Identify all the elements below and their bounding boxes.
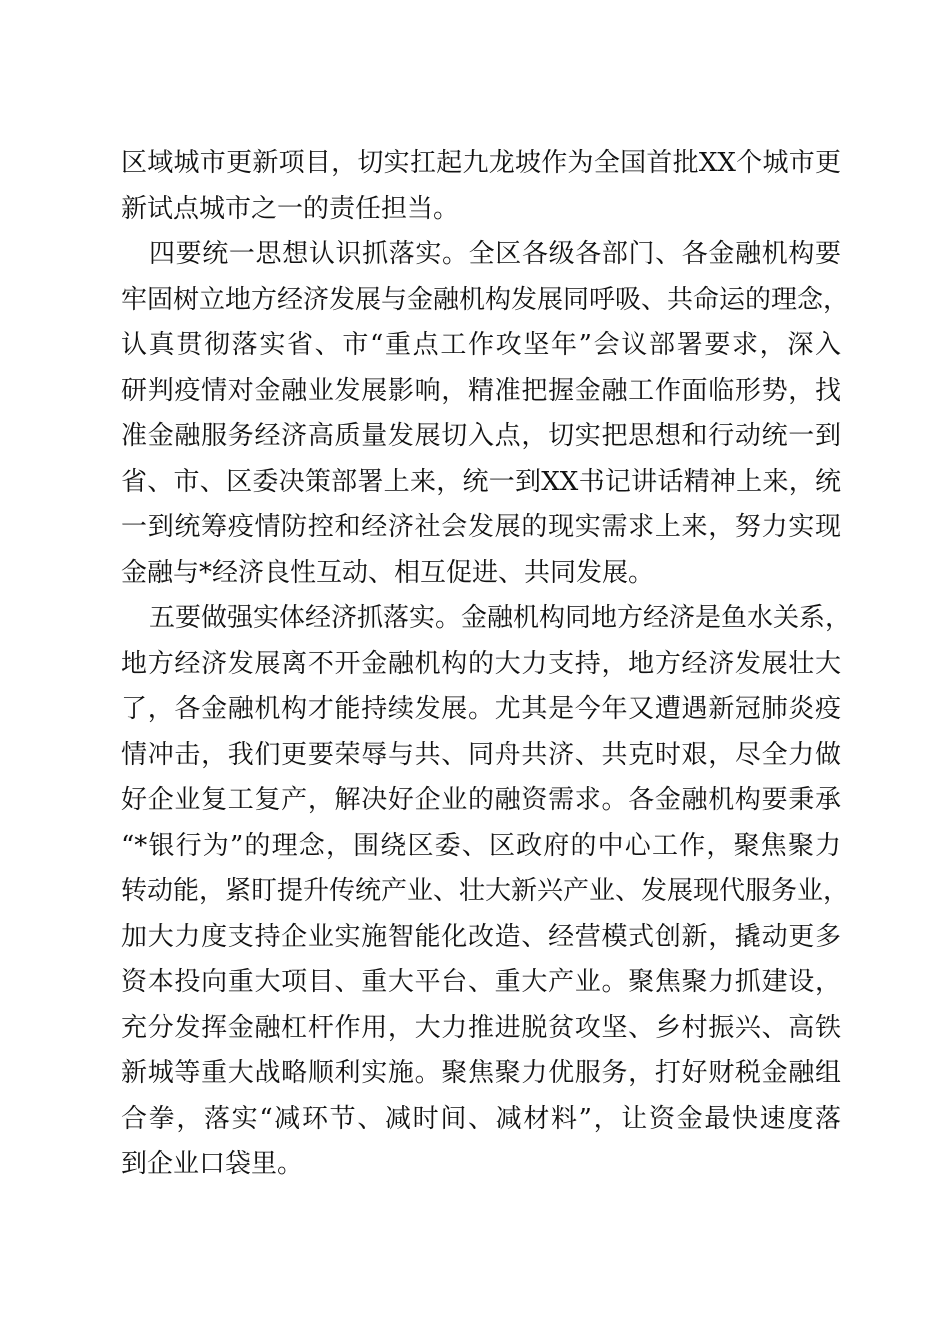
text-line: 研判疫情对金融业发展影响，精准把握金融工作面临形势，找	[121, 375, 841, 406]
text-line: 加大力度支持企业实施智能化改造、经营模式创新，撬动更多	[121, 921, 841, 952]
text-line: 新试点城市之一的责任担当。	[121, 193, 460, 224]
text-line: 情冲击，我们更要荣辱与共、同舟共济、共克时艰，尽全力做	[121, 739, 841, 770]
text-line: 转动能，紧盯提升传统产业、壮大新兴产业、发展现代服务业，	[121, 876, 850, 906]
text-line: 五要做强实体经济抓落实。金融机构同地方经济是鱼水关系，	[149, 603, 852, 633]
text-line: 省、市、区委决策部署上来，统一到XX书记讲话精神上来，统	[121, 466, 841, 497]
text-line: 了，各金融机构才能持续发展。尤其是今年又遭遇新冠肺炎疫	[121, 694, 841, 724]
text-line: 认真贯彻落实省、市“重点工作攻坚年”会议部署要求，深入	[121, 330, 841, 360]
text-line: 新城等重大战略顺利实施。聚焦聚力优服务，打好财税金融组	[121, 1058, 841, 1088]
text-line: 地方经济发展离不开金融机构的大力支持，地方经济发展壮大	[121, 648, 841, 679]
paragraph-2	[121, 232, 850, 596]
text-line: “*银行为”的理念，围绕区委、区政府的中心工作，聚焦聚力	[121, 830, 841, 861]
text-line: 区域城市更新项目，切实扛起九龙坡作为全国首批XX个城市更	[121, 148, 841, 178]
body-text	[121, 141, 852, 1188]
text-line: 充分发挥金融杠杆作用，大力推进脱贫攻坚、乡村振兴、高铁	[121, 1012, 841, 1043]
text-line: 一到统筹疫情防控和经济社会发展的现实需求上来，努力实现	[121, 512, 841, 542]
paragraph-3	[121, 596, 852, 1188]
text-line: 好企业复工复产，解决好企业的融资需求。各金融机构要秉承	[121, 785, 841, 815]
text-line: 资本投向重大项目、重大平台、重大产业。聚焦聚力抓建设，	[121, 967, 841, 997]
text-line: 牢固树立地方经济发展与金融机构发展同呼吸、共命运的理念，	[121, 284, 850, 315]
text-line: 准金融服务经济高质量发展切入点，切实把思想和行动统一到	[121, 421, 841, 451]
paragraph-1	[121, 141, 841, 232]
text-line: 金融与*经济良性互动、相互促进、共同发展。	[121, 557, 655, 588]
text-line: 四要统一思想认识抓落实。全区各级各部门、各金融机构要	[149, 239, 841, 269]
text-line: 到企业口袋里。	[121, 1149, 304, 1179]
text-line: 合拳，落实“减环节、减时间、减材料”，让资金最快速度落	[121, 1103, 841, 1134]
